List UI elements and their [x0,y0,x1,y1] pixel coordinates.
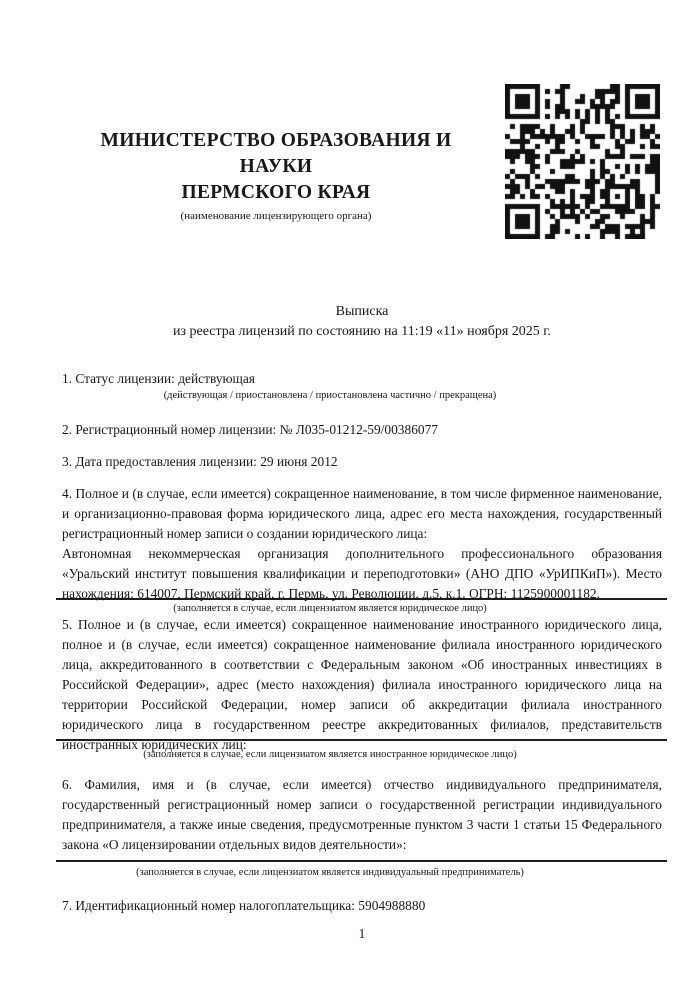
item-5-fill-rule [56,739,667,741]
ministry-name [62,128,490,206]
item-1-license-status [62,369,662,389]
ministry-name-line2: ПЕРМСКОГО КРАЯ [181,182,371,203]
page-number: 1 [358,926,366,941]
ministry-name-line1: МИНИСТЕРСТВО ОБРАЗОВАНИЯ И НАУКИ [100,130,452,177]
document-title-block [62,302,662,342]
item-7-text: 7. Идентификационный номер налогоплательщика: 5904988880 [62,898,426,913]
item-6-caption: (заполняется в случае, если лицензиатом является индивидуальный предприниматель) [136,867,524,878]
item-3-license-grant-date [62,452,662,472]
item-4-caption: (заполняется в случае, если лицензиатом является юридическое лицо) [173,603,487,614]
licensing-authority-caption: (наименование лицензирующего органа) [180,210,372,222]
item-1-status-options-caption: (действующая / приостановлена / приостановлена частично / прекращена) [163,390,497,401]
item-6-individual-entrepreneur-info [62,775,662,855]
item-5-text: 5. Полное и (в случае, если имеется) сокращенное наименование иностранного юридического лица, полное и (в случае, если имеется) сокращенное наименование филиала иностранного юридического лица, аккредитованного в соответствии с Федеральным законом «Об иностранных инвестициях в Российской Федерации», адрес (место нахождения) филиала иностранного юридического лица на территории Российской Федерации, номер записи об аккредитации филиала иностранного юридического лица в государственном реестре аккредитованных филиалов, представительств иностранных юридических лиц: [62,617,662,752]
item-3-text: 3. Дата предоставления лицензии: 29 июня 2012 [62,454,338,469]
licensing-authority-header [62,128,490,223]
item-4-legal-entity-value: Автономная некоммерческая организация дополнительного профессионального образования «Уральский институт повышения квалификации и переподготовки» (АНО ДПО «УрИПКиП»). Место нахождения: 614007, Пермский край, г. Пермь, ул. Революции, д.5, к.1. ОГРН: 1125900001182. [62,546,662,601]
item-6-fill-rule [56,860,667,862]
qr-code-icon [505,84,660,239]
document-subtitle: из реестра лицензий по состоянию на 11:19 «11» ноября 2025 г. [173,324,551,339]
item-4-legal-entity-info [62,484,662,604]
item-6-text: 6. Фамилия, имя и (в случае, если имеется) отчество индивидуального предпринимателя, государственный регистрационный номер записи о государственной регистрации индивидуального предпринимателя, а также иные сведения, предусмотренные пунктом 3 части 1 статьи 15 Федерального закона «О лицензировании отдельных видов деятельности»: [62,777,662,852]
item-4-fill-rule [56,598,667,600]
item-5-caption: (заполняется в случае, если лицензиатом является иностранное юридическое лицо) [143,749,517,760]
item-4-text: 4. Полное и (в случае, если имеется) сокращенное наименование, в том числе фирменное наименование, и организационно-правовая форма юридического лица, адрес его места нахождения, государственный регистрационный номер записи о создании юридического лица: [62,486,662,541]
item-1-text: 1. Статус лицензии: действующая [62,371,255,386]
document-title: Выписка [335,304,389,319]
item-5-foreign-entity-info [62,615,662,755]
item-2-registration-number [62,420,662,440]
item-7-taxpayer-number [62,896,662,916]
item-2-text: 2. Регистрационный номер лицензии: № Л035-01212-59/00386077 [62,422,438,437]
